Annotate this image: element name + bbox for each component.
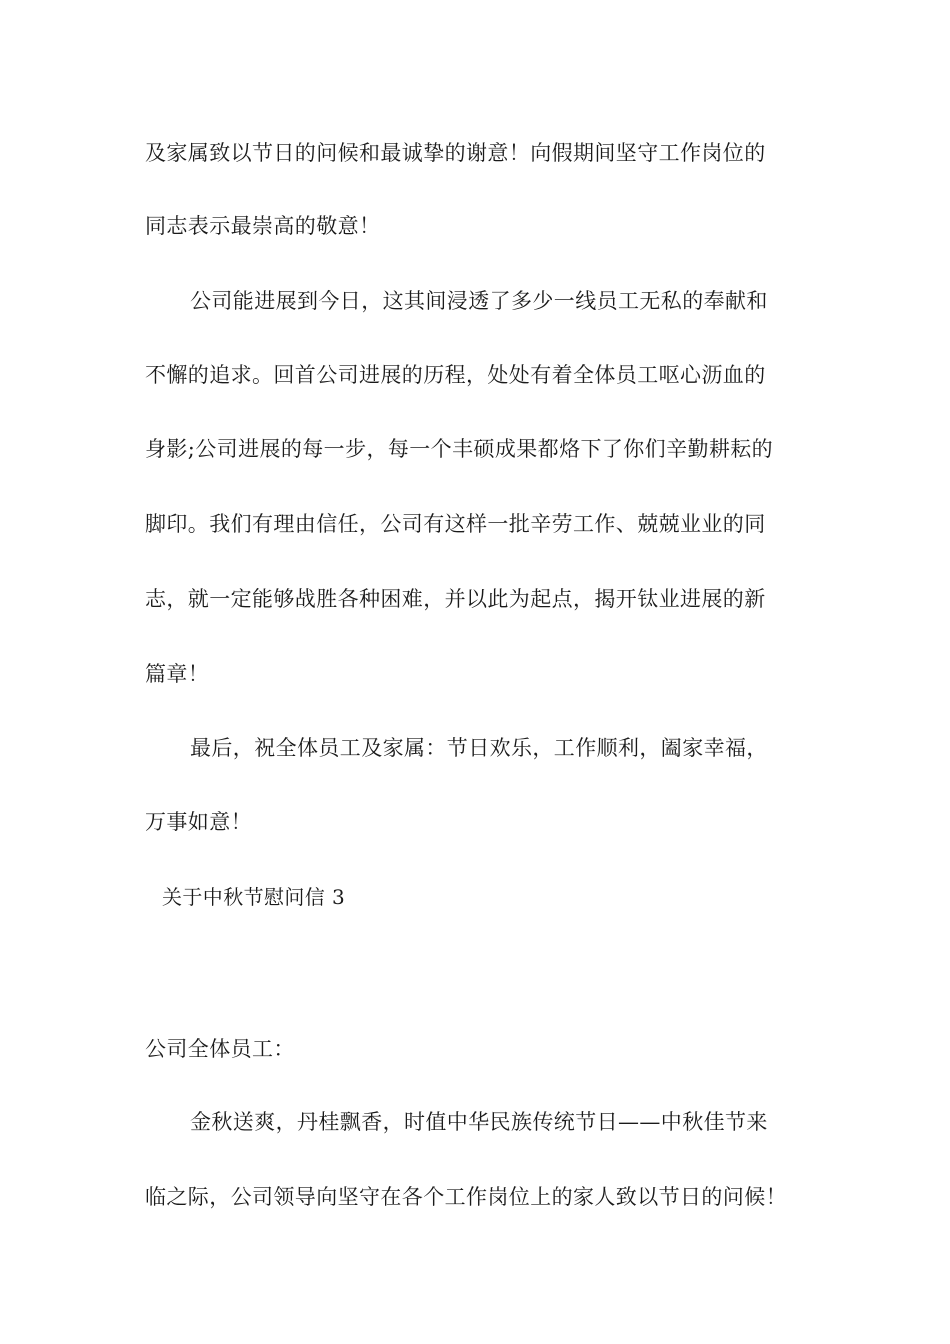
section-heading: 关于中秋节慰问信 3 [162,885,346,909]
salutation: 公司全体员工： [145,1037,295,1061]
paragraph-line: 最后，祝全体员工及家属：节日欢乐，工作顺利，阖家幸福， [190,736,768,760]
paragraph-line: 金秋送爽，丹桂飘香，时值中华民族传统节日——中秋佳节来 [190,1110,768,1134]
paragraph-line: 临之际，公司领导向坚守在各个工作岗位上的家人致以节日的问候！ [145,1185,787,1209]
paragraph-line: 万事如意！ [145,810,252,834]
paragraph-line: 及家属致以节日的问候和最诚挚的谢意！向假期间坚守工作岗位的 [145,141,766,165]
paragraph-line: 同志表示最崇高的敬意！ [145,214,381,238]
paragraph-line: 脚印。我们有理由信任，公司有这样一批辛劳工作、兢兢业业的同 [145,512,766,536]
paragraph-line: 不懈的追求。回首公司进展的历程，处处有着全体员工呕心沥血的 [145,363,766,387]
paragraph-line: 志，就一定能够战胜各种困难，并以此为起点，揭开钛业进展的新 [145,587,766,611]
paragraph-line: 身影;公司进展的每一步，每一个丰硕成果都烙下了你们辛勤耕耘的 [145,437,774,461]
paragraph-line: 篇章！ [145,662,210,686]
paragraph-line: 公司能进展到今日，这其间浸透了多少一线员工无私的奉献和 [190,289,768,313]
